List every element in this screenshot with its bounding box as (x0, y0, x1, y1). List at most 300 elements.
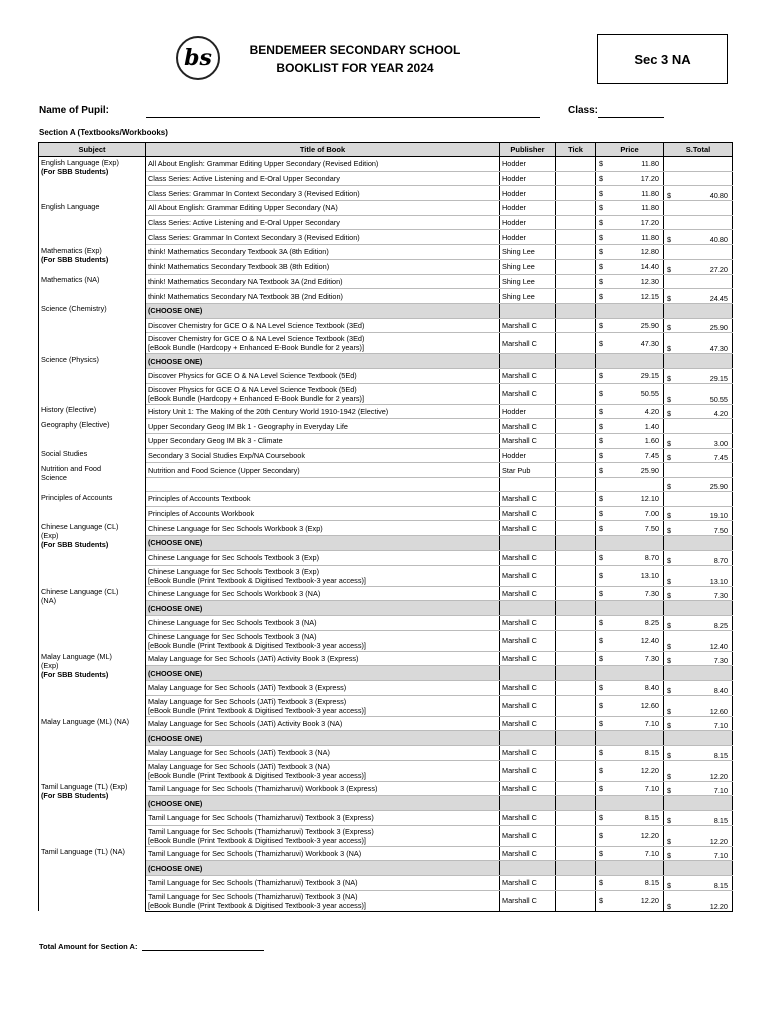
book-title-cell (146, 215, 500, 230)
publisher-cell: Marshall C (500, 760, 556, 781)
subtotal-cell (664, 550, 733, 565)
book-title: Discover Chemistry for GCE O & NA Level Science Textbook (3Ed) (148, 320, 365, 330)
price-value: 13.10 (640, 571, 659, 580)
subtotal-value: 50.55 (709, 394, 728, 404)
subtotal-cell (664, 536, 733, 551)
tick-box[interactable] (556, 680, 596, 695)
tick-box[interactable] (556, 318, 596, 333)
currency-symbol: $ (667, 880, 672, 890)
book-title-cell (146, 680, 500, 695)
currency-symbol: $ (599, 203, 604, 213)
tick-box[interactable] (556, 419, 596, 434)
table-row (39, 521, 733, 536)
table-row (39, 846, 733, 861)
tick-box[interactable] (556, 615, 596, 630)
book-title: Malay Language for Sec Schools (JATi) Textbook 3 (NA) (148, 748, 330, 758)
subtotal-cell (664, 478, 733, 492)
class-field[interactable] (598, 117, 664, 118)
currency-symbol: $ (599, 338, 604, 348)
publisher-cell: Star Pub (500, 463, 556, 478)
currency-symbol: $ (599, 571, 604, 580)
publisher-cell: Hodder (500, 215, 556, 230)
currency-symbol: $ (599, 588, 604, 598)
subtotal-value: 7.30 (713, 591, 728, 601)
col-subtotal: S.Total (664, 143, 733, 157)
subject-cell (39, 354, 146, 404)
currency-symbol: $ (599, 878, 604, 888)
pupil-info (39, 105, 729, 121)
publisher-cell: Shing Lee (500, 259, 556, 274)
currency-symbol: $ (599, 421, 604, 431)
subtotal-value: 25.90 (709, 323, 728, 333)
book-title-cell (146, 731, 500, 746)
publisher-cell: Marshall C (500, 492, 556, 507)
price-cell (596, 259, 664, 274)
tick-box (556, 796, 596, 811)
currency-symbol: $ (667, 620, 672, 630)
tick-box[interactable] (556, 478, 596, 492)
publisher-cell: Marshall C (500, 695, 556, 716)
price-cell (596, 215, 664, 230)
price-cell (596, 368, 664, 383)
table-header (39, 143, 733, 157)
book-title: Principles of Accounts Workbook (148, 509, 255, 519)
subtotal-cell (664, 333, 733, 354)
tick-box[interactable] (556, 811, 596, 826)
book-title-cell (146, 630, 500, 651)
price-value: 1.60 (644, 436, 659, 446)
currency-symbol: $ (667, 511, 672, 521)
subtotal-cell (664, 434, 733, 449)
currency-symbol: $ (599, 831, 604, 841)
subject-label: Science (41, 472, 67, 482)
price-value: 12.15 (640, 291, 659, 301)
tick-box[interactable] (556, 521, 596, 536)
currency-symbol: $ (667, 656, 672, 666)
booklist-subtitle: BOOKLIST FOR YEAR 2024 (276, 61, 434, 75)
book-title-cell (146, 186, 500, 201)
price-cell (596, 230, 664, 245)
publisher-cell (500, 478, 556, 492)
price-cell (596, 781, 664, 796)
book-title-cell (146, 615, 500, 630)
subject-cell (39, 274, 146, 303)
price-cell (596, 492, 664, 507)
book-title: think! Mathematics Secondary NA Textbook 3B (2nd Edition) (148, 291, 343, 301)
tick-box[interactable] (556, 448, 596, 463)
subtotal-cell (664, 289, 733, 304)
subject-cell (39, 651, 146, 716)
subtotal-cell (664, 716, 733, 731)
choose-one-row (39, 354, 733, 369)
tick-box[interactable] (556, 333, 596, 354)
price-cell (596, 876, 664, 891)
publisher-cell: Hodder (500, 171, 556, 186)
book-title: History Unit 1: The Making of the 20th Century World 1910-1942 (Elective) (148, 406, 389, 416)
book-title: Chinese Language for Sec Schools Textbook 3 (Exp) (148, 566, 320, 576)
subject-label: Malay Language (ML) (NA) (41, 717, 130, 727)
tick-box[interactable] (556, 215, 596, 230)
subtotal-cell (664, 796, 733, 811)
price-cell (596, 796, 664, 811)
book-title-cell (146, 861, 500, 876)
price-cell (596, 630, 664, 651)
currency-symbol: $ (599, 701, 604, 711)
price-value: 12.20 (640, 831, 659, 841)
pupil-name-field[interactable] (146, 117, 540, 118)
subtotal-value: 40.80 (709, 191, 728, 201)
book-title: (CHOOSE ONE) (148, 538, 203, 548)
subtotal-value: 27.20 (709, 264, 728, 274)
publisher-cell (500, 354, 556, 369)
publisher-cell: Marshall C (500, 565, 556, 586)
subtotal-cell (664, 781, 733, 796)
subject-label: Social Studies (41, 449, 88, 459)
price-value: 12.60 (640, 701, 659, 711)
tick-box[interactable] (556, 157, 596, 172)
table-row (39, 157, 733, 172)
price-value: 8.70 (644, 553, 659, 563)
price-value: 8.40 (644, 683, 659, 693)
publisher-cell (500, 731, 556, 746)
tick-box[interactable] (556, 259, 596, 274)
price-cell (596, 615, 664, 630)
currency-symbol: $ (667, 786, 672, 796)
publisher-cell: Marshall C (500, 846, 556, 861)
currency-symbol: $ (667, 576, 672, 586)
book-title: Tamil Language for Sec Schools (Thamizharuvi) Textbook 3 (Express) (148, 826, 374, 836)
currency-symbol: $ (599, 718, 604, 728)
book-title: Secondary 3 Social Studies Exp/NA Coursebook (148, 451, 305, 461)
col-price: Price (596, 143, 664, 157)
stream-label: Sec 3 NA (634, 51, 691, 67)
price-cell (596, 201, 664, 216)
subject-label: (Exp) (41, 530, 59, 540)
tick-box[interactable] (556, 630, 596, 651)
price-cell (596, 716, 664, 731)
price-value: 7.00 (644, 509, 659, 519)
publisher-cell: Marshall C (500, 333, 556, 354)
book-title: (CHOOSE ONE) (148, 733, 203, 743)
tick-box[interactable] (556, 289, 596, 304)
currency-symbol: $ (667, 191, 672, 201)
price-value: 7.10 (644, 784, 659, 794)
subject-cell (39, 586, 146, 651)
publisher-cell: Marshall C (500, 318, 556, 333)
book-title-cell (146, 760, 500, 781)
currency-symbol: $ (599, 174, 604, 184)
price-cell (596, 651, 664, 666)
book-title-cell (146, 695, 500, 716)
tick-box[interactable] (556, 245, 596, 260)
book-title-cell (146, 368, 500, 383)
subtotal-value: 12.20 (709, 771, 728, 781)
price-value: 11.80 (641, 188, 659, 198)
book-title: Chinese Language for Sec Schools Textbook 3 (NA) (148, 618, 317, 628)
price-cell (596, 245, 664, 260)
subtotal-cell (664, 695, 733, 716)
table-row (39, 492, 733, 507)
publisher-cell: Marshall C (500, 746, 556, 761)
tick-box[interactable] (556, 846, 596, 861)
subtotal-value: 8.15 (713, 815, 728, 825)
page-title (230, 41, 480, 77)
currency-symbol: $ (667, 901, 672, 911)
currency-symbol: $ (599, 849, 604, 859)
book-title-cell (146, 333, 500, 354)
currency-symbol: $ (599, 509, 604, 519)
currency-symbol: $ (599, 766, 604, 776)
publisher-cell: Shing Lee (500, 289, 556, 304)
book-title-cell (146, 383, 500, 404)
tick-box (556, 666, 596, 681)
price-cell (596, 760, 664, 781)
subtotal-value: 40.80 (709, 235, 728, 245)
book-title-bundle: [eBook Bundle (Print Textbook & Digitised Textbook-3 year access)] (148, 835, 366, 845)
currency-symbol: $ (667, 409, 672, 419)
subtotal-cell (664, 731, 733, 746)
book-title-bundle: [eBook Bundle (Print Textbook & Digitised Textbook-3 year access)] (148, 770, 366, 780)
subject-label: Science (Chemistry) (41, 304, 107, 314)
currency-symbol: $ (667, 685, 672, 695)
table-row (39, 586, 733, 601)
subtotal-value: 7.30 (713, 656, 728, 666)
book-title-cell (146, 781, 500, 796)
price-cell (596, 586, 664, 601)
tick-box[interactable] (556, 492, 596, 507)
book-title: Malay Language for Sec Schools (JATi) Activity Book 3 (NA) (148, 718, 343, 728)
price-value: 4.20 (644, 406, 659, 416)
price-value: 8.25 (644, 618, 659, 628)
subtotal-cell (664, 259, 733, 274)
tick-box[interactable] (556, 404, 596, 419)
price-value: 14.40 (640, 262, 659, 272)
subtotal-cell (664, 245, 733, 260)
tick-box[interactable] (556, 746, 596, 761)
publisher-cell (500, 796, 556, 811)
book-title-cell (146, 404, 500, 419)
publisher-cell: Hodder (500, 448, 556, 463)
currency-symbol: $ (667, 344, 672, 354)
price-value: 12.20 (640, 766, 659, 776)
book-title: Upper Secondary Geog IM Bk 1 - Geography in Everyday Life (148, 421, 348, 431)
subtotal-cell (664, 201, 733, 216)
tick-box[interactable] (556, 781, 596, 796)
tick-box[interactable] (556, 230, 596, 245)
book-title-cell (146, 492, 500, 507)
tick-box[interactable] (556, 760, 596, 781)
subtotal-cell (664, 876, 733, 891)
book-title-cell (146, 303, 500, 318)
col-subject: Subject (39, 143, 146, 157)
subtotal-cell (664, 419, 733, 434)
book-title-cell (146, 565, 500, 586)
book-title-cell (146, 876, 500, 891)
publisher-cell: Hodder (500, 201, 556, 216)
tick-box[interactable] (556, 695, 596, 716)
publisher-cell: Marshall C (500, 586, 556, 601)
price-cell (596, 419, 664, 434)
price-cell (596, 274, 664, 289)
price-cell (596, 186, 664, 201)
book-title-cell (146, 318, 500, 333)
price-cell (596, 354, 664, 369)
subtotal-cell (664, 521, 733, 536)
currency-symbol: $ (599, 465, 604, 475)
book-title: Chinese Language for Sec Schools Workbook 3 (NA) (148, 588, 321, 598)
tick-box[interactable] (556, 550, 596, 565)
tick-box[interactable] (556, 463, 596, 478)
currency-symbol: $ (667, 750, 672, 760)
subject-label: Mathematics (NA) (41, 275, 100, 284)
tick-box[interactable] (556, 716, 596, 731)
book-title-cell (146, 521, 500, 536)
subject-cell (39, 245, 146, 274)
price-value: 47.30 (640, 338, 659, 348)
price-cell (596, 434, 664, 449)
subtotal-cell (664, 746, 733, 761)
subject-label: English Language (41, 201, 100, 211)
publisher-cell (500, 536, 556, 551)
currency-symbol: $ (667, 526, 672, 536)
subject-label: Science (Physics) (41, 354, 99, 364)
price-cell (596, 157, 664, 172)
total-amount-label: Total Amount for Section A: (39, 942, 138, 951)
book-title-cell (146, 230, 500, 245)
tick-box[interactable] (556, 383, 596, 404)
book-title-cell (146, 825, 500, 846)
subtotal-cell (664, 383, 733, 404)
publisher-cell: Shing Lee (500, 245, 556, 260)
total-amount (39, 942, 264, 951)
price-cell (596, 861, 664, 876)
tick-box[interactable] (556, 825, 596, 846)
school-logo: bs (176, 36, 220, 80)
table-row (39, 419, 733, 434)
table-row (39, 448, 733, 463)
book-title-cell (146, 716, 500, 731)
currency-symbol: $ (599, 320, 604, 330)
tick-box (556, 303, 596, 318)
subject-label: (NA) (41, 596, 56, 605)
subtotal-cell (664, 586, 733, 601)
currency-symbol: $ (667, 721, 672, 731)
price-cell (596, 448, 664, 463)
subtotal-cell (664, 404, 733, 419)
tick-box[interactable] (556, 171, 596, 186)
subject-label: (For SBB Students) (41, 539, 109, 549)
table-row (39, 274, 733, 289)
currency-symbol: $ (667, 555, 672, 565)
subtotal-cell (664, 825, 733, 846)
tick-box[interactable] (556, 368, 596, 383)
tick-box[interactable] (556, 586, 596, 601)
subtotal-cell (664, 666, 733, 681)
tick-box[interactable] (556, 651, 596, 666)
subtotal-cell (664, 318, 733, 333)
book-title-cell (146, 289, 500, 304)
subject-label: (For SBB Students) (41, 167, 109, 176)
book-title-cell (146, 354, 500, 369)
tick-box[interactable] (556, 434, 596, 449)
price-cell (596, 825, 664, 846)
subtotal-cell (664, 615, 733, 630)
publisher-cell: Marshall C (500, 434, 556, 449)
tick-box[interactable] (556, 565, 596, 586)
price-cell (596, 666, 664, 681)
subtotal-value: 25.90 (709, 482, 728, 492)
currency-symbol: $ (599, 813, 604, 823)
currency-symbol: $ (599, 553, 604, 563)
book-title: Tamil Language for Sec Schools (Thamizharuvi) Textbook 3 (NA) (148, 878, 358, 888)
publisher-cell: Marshall C (500, 506, 556, 521)
col-publisher: Publisher (500, 143, 556, 157)
price-value: 17.20 (640, 218, 659, 228)
subtotal-cell (664, 368, 733, 383)
subtotal-cell (664, 463, 733, 478)
publisher-cell (500, 601, 556, 616)
tick-box[interactable] (556, 506, 596, 521)
subtotal-value: 8.15 (713, 750, 728, 760)
price-value: 7.10 (644, 718, 659, 728)
price-cell (596, 695, 664, 716)
price-value: 7.10 (644, 849, 659, 859)
currency-symbol: $ (667, 453, 672, 463)
subtotal-value: 7.10 (713, 851, 728, 861)
total-amount-field[interactable] (142, 950, 264, 951)
tick-box[interactable] (556, 274, 596, 289)
price-cell (596, 303, 664, 318)
subject-label: Tamil Language (TL) (Exp) (41, 782, 128, 792)
book-title: All About English: Grammar Editing Upper Secondary (Revised Edition) (148, 159, 379, 169)
price-value: 12.20 (640, 896, 659, 906)
currency-symbol: $ (599, 262, 604, 272)
subtotal-value: 24.45 (709, 293, 728, 303)
price-value: 7.50 (644, 523, 659, 533)
publisher-cell: Marshall C (500, 680, 556, 695)
table-row (39, 404, 733, 419)
price-value: 17.20 (640, 174, 659, 184)
price-cell (596, 846, 664, 861)
book-title-cell (146, 890, 500, 911)
price-cell (596, 289, 664, 304)
price-value: 25.90 (640, 320, 659, 330)
tick-box (556, 601, 596, 616)
table-row (39, 716, 733, 731)
subject-cell (39, 492, 146, 521)
publisher-cell: Marshall C (500, 521, 556, 536)
price-cell (596, 521, 664, 536)
price-value: 50.55 (640, 389, 659, 399)
book-title: All About English: Grammar Editing Upper Secondary (NA) (148, 203, 338, 213)
subtotal-cell (664, 680, 733, 695)
book-title-cell (146, 601, 500, 616)
tick-box[interactable] (556, 890, 596, 911)
currency-symbol: $ (599, 371, 604, 381)
tick-box[interactable] (556, 876, 596, 891)
book-title-cell (146, 171, 500, 186)
tick-box[interactable] (556, 186, 596, 201)
table-row (39, 245, 733, 260)
price-cell (596, 731, 664, 746)
book-title: Discover Physics for GCE O & NA Level Science Textbook (5Ed) (148, 384, 357, 394)
subtotal-cell (664, 630, 733, 651)
subtotal-value: 12.60 (709, 706, 728, 716)
tick-box[interactable] (556, 201, 596, 216)
subtotal-cell (664, 230, 733, 245)
subtotal-value: 13.10 (709, 576, 728, 586)
tick-box (556, 731, 596, 746)
